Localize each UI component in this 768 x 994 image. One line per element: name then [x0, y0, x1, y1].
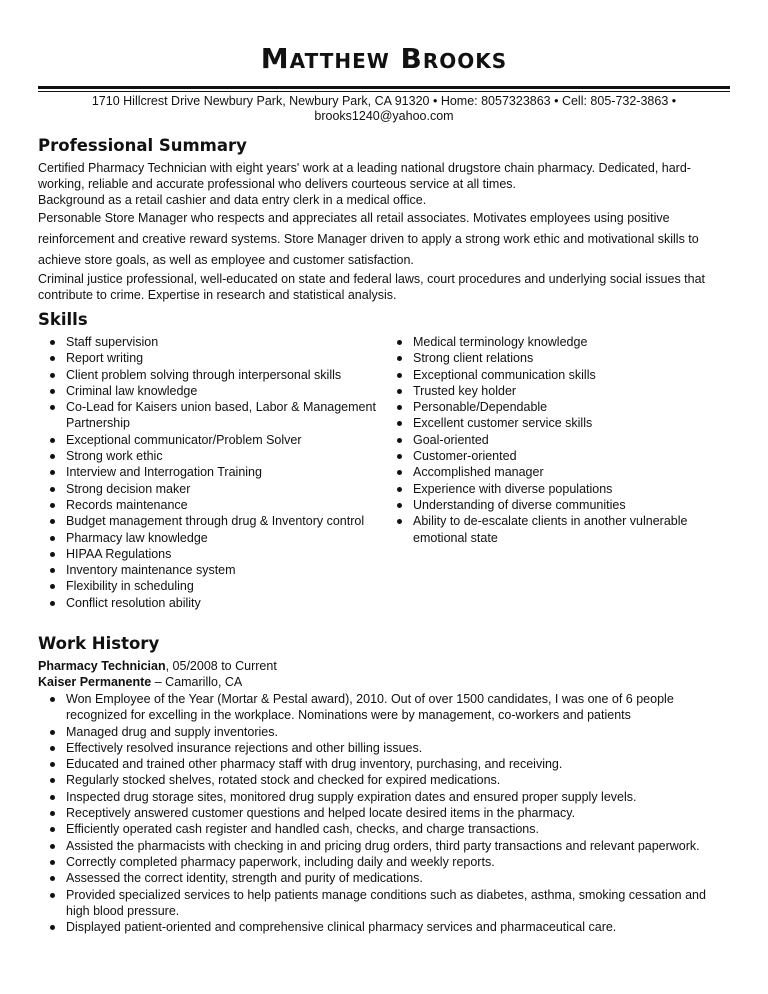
- contact-line-address: 1710 Hillcrest Drive Newbury Park, Newbury Park, CA 91320 • Home: 8057323863 • Cell: 805-732-3863 •: [91, 94, 677, 108]
- summary-body: [38, 160, 728, 303]
- list-item: Co-Lead for Kaisers union based, Labor & Management Partnership: [38, 399, 378, 432]
- work-history-heading: Work History: [38, 634, 160, 653]
- list-item: Conflict resolution ability: [38, 595, 378, 611]
- list-item: Staff supervision: [38, 334, 378, 350]
- list-item: Won Employee of the Year (Mortar & Pestal award), 2010. Out of over 1500 candidates, I was one of 6 people recognized for excelling in the workplace. Nominations were by management, co-workers and patients: [38, 691, 728, 724]
- list-item: Records maintenance: [38, 497, 378, 513]
- list-item: Ability to de-escalate clients in another vulnerable emotional state: [385, 513, 725, 546]
- list-item: Exceptional communicator/Problem Solver: [38, 432, 378, 448]
- employer-name: Kaiser Permanente: [38, 675, 152, 689]
- list-item: Pharmacy law knowledge: [38, 530, 378, 546]
- list-item: Assisted the pharmacists with checking in and pricing drug orders, third party transactions and relevant paperwork.: [38, 838, 728, 854]
- list-item: Correctly completed pharmacy paperwork, including daily and weekly reports.: [38, 854, 728, 870]
- list-item: Accomplished manager: [385, 464, 725, 480]
- job-duties-list: [38, 691, 728, 935]
- header-rule-thick: [38, 86, 730, 89]
- list-item: Budget management through drug & Inventory control: [38, 513, 378, 529]
- list-item: Inspected drug storage sites, monitored drug supply expiration dates and ensured proper supply levels.: [38, 789, 728, 805]
- list-item: Receptively answered customer questions and helped locate desired items in the pharmacy.: [38, 805, 728, 821]
- list-item: Experience with diverse populations: [385, 481, 725, 497]
- list-item: Assessed the correct identity, strength and purity of medications.: [38, 870, 728, 886]
- list-item: Displayed patient-oriented and comprehensive clinical pharmacy services and pharmaceutical care.: [38, 919, 728, 935]
- job-title: Pharmacy Technician: [38, 659, 166, 673]
- list-item: HIPAA Regulations: [38, 546, 378, 562]
- skills-right-list: [385, 334, 725, 546]
- list-item: Goal-oriented: [385, 432, 725, 448]
- list-item: Regularly stocked shelves, rotated stock and checked for expired medications.: [38, 772, 728, 788]
- candidate-name: Matthew Brooks: [260, 42, 508, 75]
- summary-line: Certified Pharmacy Technician with eight years' work at a leading national drugstore chain pharmacy. Dedicated, hard-working, reliable and accurate professional who delivers courteous service at all times.: [38, 161, 691, 191]
- contact-line-email: brooks1240@yahoo.com: [314, 109, 454, 123]
- list-item: Criminal law knowledge: [38, 383, 378, 399]
- list-item: Customer-oriented: [385, 448, 725, 464]
- list-item: Strong work ethic: [38, 448, 378, 464]
- list-item: Flexibility in scheduling: [38, 578, 378, 594]
- list-item: Strong decision maker: [38, 481, 378, 497]
- list-item: Educated and trained other pharmacy staff with drug inventory, purchasing, and receiving.: [38, 756, 728, 772]
- list-item: Strong client relations: [385, 350, 725, 366]
- summary-line: Personable Store Manager who respects and appreciates all retail associates. Motivates employees using positive reinforcement and creative reward systems. Store Manager driven to apply a strong work ethic and motivational skills to achieve store goals, as well as employee and customer satisfaction.: [38, 211, 699, 267]
- list-item: Managed drug and supply inventories.: [38, 724, 728, 740]
- header-rule-thin: [38, 91, 730, 92]
- list-item: Inventory maintenance system: [38, 562, 378, 578]
- skills-left-list: [38, 334, 378, 611]
- summary-line: Criminal justice professional, well-educated on state and federal laws, court procedures and underlying social issues that contribute to crime. Expertise in research and statistical analysis.: [38, 272, 706, 302]
- contact-info: [38, 94, 730, 124]
- list-item: Excellent customer service skills: [385, 415, 725, 431]
- list-item: Interview and Interrogation Training: [38, 464, 378, 480]
- job-dates: , 05/2008 to Current: [165, 659, 277, 673]
- list-item: Effectively resolved insurance rejections and other billing issues.: [38, 740, 728, 756]
- summary-heading: Professional Summary: [38, 136, 247, 155]
- list-item: Understanding of diverse communities: [385, 497, 725, 513]
- job-title-line: [38, 658, 277, 674]
- list-item: Exceptional communication skills: [385, 367, 725, 383]
- list-item: Trusted key holder: [385, 383, 725, 399]
- list-item: Provided specialized services to help patients manage conditions such as diabetes, asthma, smoking cessation and high blood pressure.: [38, 887, 728, 920]
- summary-line: Background as a retail cashier and data entry clerk in a medical office.: [38, 193, 427, 207]
- list-item: Personable/Dependable: [385, 399, 725, 415]
- employer-location: – Camarillo, CA: [151, 675, 243, 689]
- employer-line: [38, 674, 242, 690]
- skills-heading: Skills: [38, 310, 88, 329]
- list-item: Report writing: [38, 350, 378, 366]
- list-item: Client problem solving through interpersonal skills: [38, 367, 378, 383]
- list-item: Medical terminology knowledge: [385, 334, 725, 350]
- list-item: Efficiently operated cash register and handled cash, checks, and charge transactions.: [38, 821, 728, 837]
